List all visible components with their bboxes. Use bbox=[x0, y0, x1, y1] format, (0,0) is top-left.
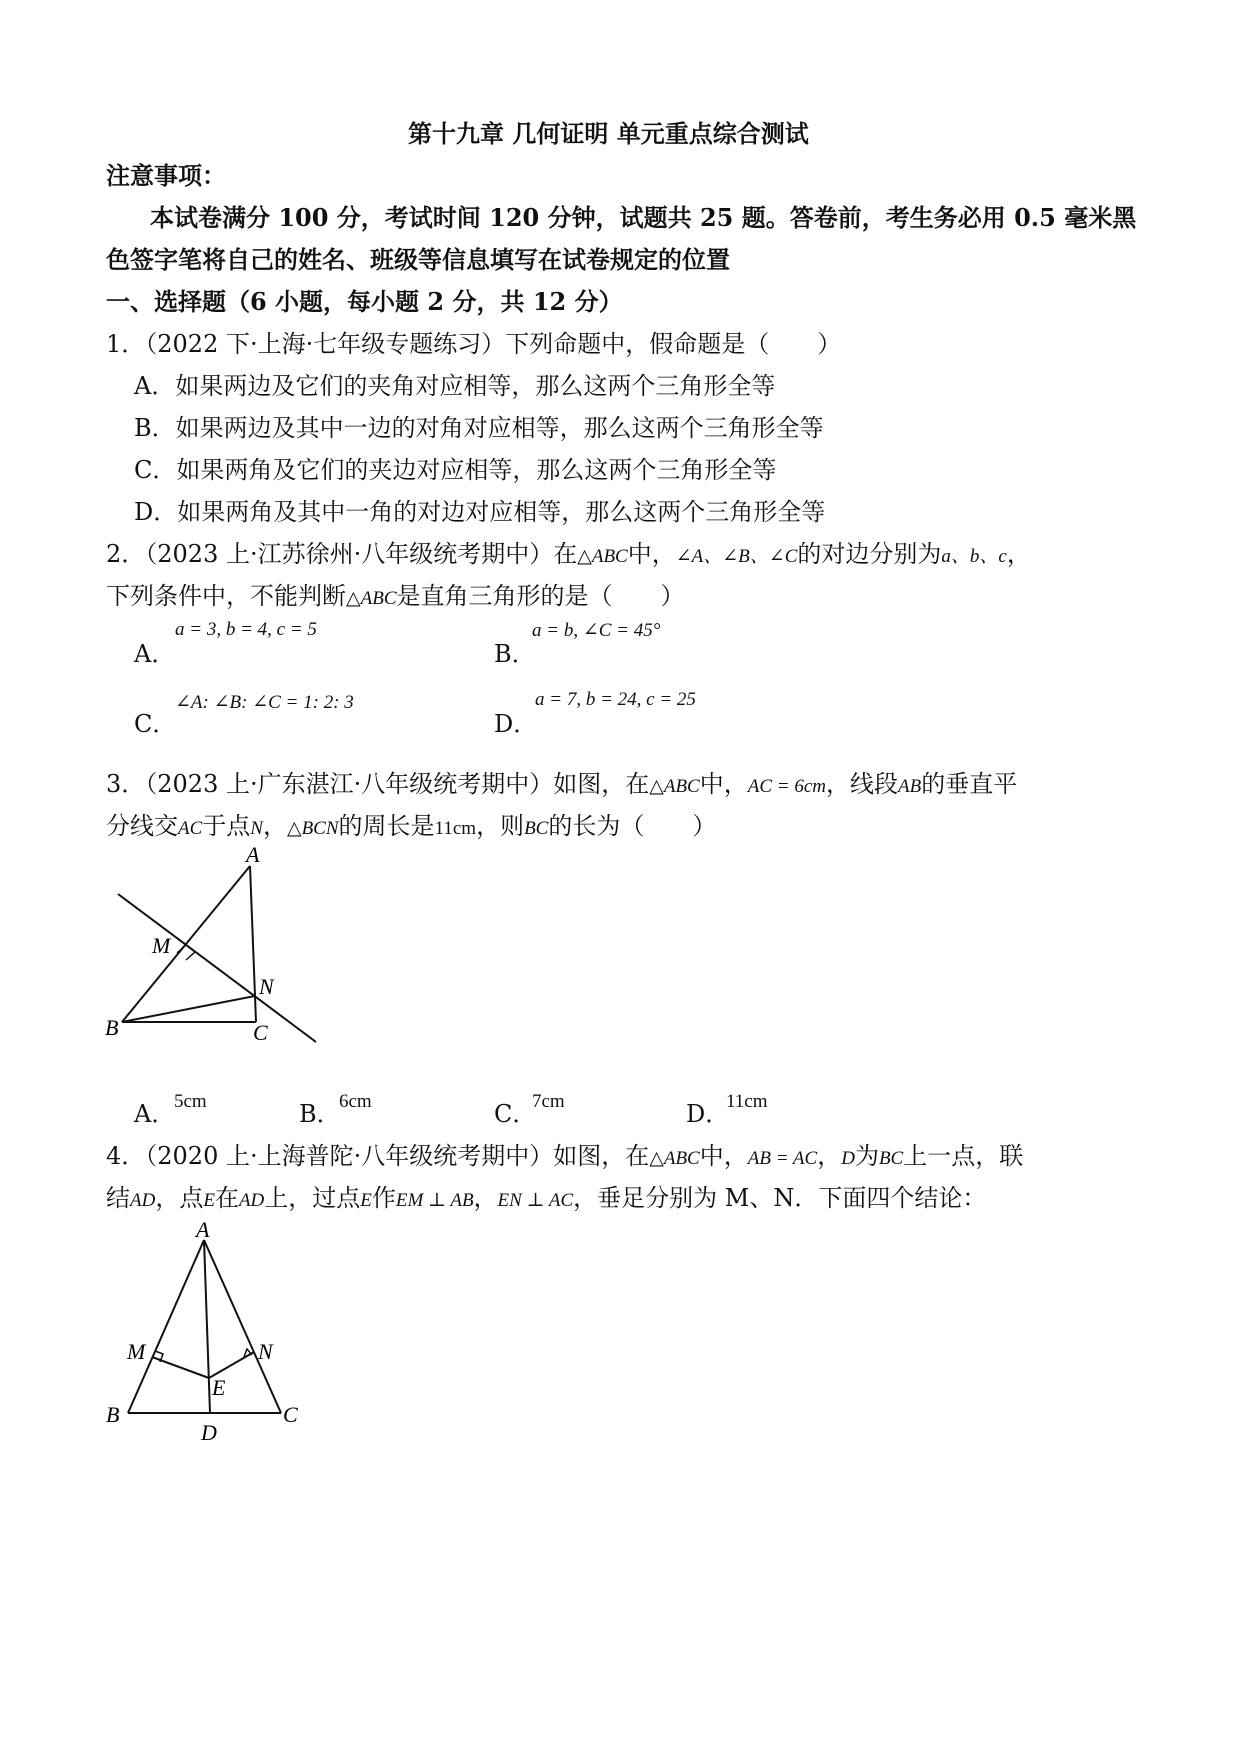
q3-option-c-label: C． bbox=[494, 1100, 537, 1128]
q4-text-12: ，垂足分别为 M、N．下面四个结论： bbox=[573, 1184, 987, 1212]
q4-text-3: ， bbox=[817, 1142, 842, 1170]
q3-text-5: 分线交 bbox=[106, 812, 178, 840]
q4-text-4: 为 bbox=[854, 1142, 879, 1170]
q3-text-8: 的周长是 bbox=[338, 812, 435, 840]
q3-option-c: 7cm bbox=[532, 1091, 565, 1112]
q4-label-d: D bbox=[201, 1420, 217, 1445]
q3-text-7: ， bbox=[262, 812, 287, 840]
q3-label-n: N bbox=[259, 974, 274, 999]
q2-option-d-label: D． bbox=[494, 710, 538, 738]
q4-ad-2: AD bbox=[238, 1190, 265, 1211]
q4-text-9: 上，过点 bbox=[264, 1184, 361, 1212]
q3-length: 11cm bbox=[434, 818, 477, 839]
q4-text-8: 在 bbox=[214, 1184, 239, 1212]
q4-label-b: B bbox=[106, 1402, 120, 1427]
q3-ac-2: AC bbox=[178, 818, 203, 839]
section-heading: 一、选择题（6 小题，每小题 2 分，共 12 分） bbox=[106, 287, 623, 316]
notice-line-2: 色签字笔将自己的姓名、班级等信息填写在试卷规定的位置 bbox=[106, 245, 730, 274]
q3-label-a: A bbox=[246, 842, 260, 867]
q1-option-b: B．如果两边及其中一边的对角对应相等，那么这两个三角形全等 bbox=[134, 414, 824, 442]
notice-line-1: 本试卷满分 100 分，考试时间 120 分钟，试题共 25 题。答卷前，考生务必用 0.5 毫米黑 bbox=[150, 203, 1137, 232]
page-title: 第十九章 几何证明 单元重点综合测试 bbox=[408, 119, 809, 148]
q3-option-b-label: B． bbox=[299, 1100, 341, 1128]
q3-text-4: 的垂直平 bbox=[921, 770, 1018, 798]
q4-segment-ab bbox=[128, 1240, 204, 1413]
q3-option-d-label: D． bbox=[686, 1100, 730, 1128]
notice-heading: 注意事项： bbox=[106, 161, 226, 190]
q3-option-d: 11cm bbox=[726, 1091, 768, 1112]
q4-e: E bbox=[203, 1190, 215, 1211]
q3-text-2: 中， bbox=[699, 770, 748, 798]
q3-bcn: △BCN bbox=[286, 818, 339, 839]
q2-option-b-label: B． bbox=[494, 640, 536, 668]
q4-d: D bbox=[841, 1148, 855, 1169]
q4-en-perp-ac: EN ⊥ AC bbox=[497, 1190, 574, 1211]
q3-label-c: C bbox=[253, 1020, 268, 1045]
q2-option-c-label: C． bbox=[134, 710, 177, 738]
q1-option-c: C．如果两角及它们的夹边对应相等，那么这两个三角形全等 bbox=[134, 456, 777, 484]
q2-option-a: a = 3, b = 4, c = 5 bbox=[175, 619, 317, 640]
q4-text-11: ， bbox=[473, 1184, 498, 1212]
q4-em-perp-ab: EM ⊥ AB bbox=[395, 1190, 474, 1211]
q2-triangle: △ABC bbox=[577, 546, 628, 567]
q4-label-a: A bbox=[196, 1217, 210, 1242]
q4-segment-ad bbox=[204, 1240, 210, 1413]
q2-option-d: a = 7, b = 24, c = 25 bbox=[535, 689, 696, 710]
q3-ac: AC = 6cm bbox=[747, 776, 826, 797]
q3-n: N bbox=[250, 818, 263, 839]
q4-ab-eq-ac: AB = AC bbox=[747, 1148, 818, 1169]
q4-label-c: C bbox=[283, 1402, 298, 1427]
q2-text-2: 中， bbox=[627, 540, 676, 568]
q2-text-1: 2．（2023 上·江苏徐州·八年级统考期中）在 bbox=[106, 540, 578, 568]
q4-text-6: 结 bbox=[106, 1184, 130, 1212]
q4-text-10: 作 bbox=[371, 1184, 396, 1212]
q4-ad: AD bbox=[130, 1190, 156, 1211]
q3-text-9: ，则 bbox=[476, 812, 525, 840]
q1-option-a: A．如果两边及它们的夹角对应相等，那么这两个三角形全等 bbox=[134, 372, 776, 400]
q2-text-4: ， bbox=[1006, 540, 1031, 568]
q2-sides: a、b、c bbox=[941, 546, 1007, 567]
q4-label-n: N bbox=[258, 1339, 273, 1364]
q3-text-10: 的长为（ ） bbox=[548, 812, 717, 840]
q1-stem: 1．（2022 下·上海·七年级专题练习）下列命题中，假命题是（ ） bbox=[106, 330, 842, 358]
q3-triangle: △ABC bbox=[649, 776, 700, 797]
q4-text-1: 4．（2020 上·上海普陀·八年级统考期中）如图，在 bbox=[106, 1142, 650, 1170]
q4-text-2: 中， bbox=[699, 1142, 748, 1170]
q1-option-d: D．如果两角及其中一角的对边对应相等，那么这两个三角形全等 bbox=[134, 498, 826, 526]
q2-angles: ∠A、∠B、∠C bbox=[675, 546, 798, 567]
q3-option-a-label: A． bbox=[134, 1100, 176, 1128]
q3-label-b: B bbox=[105, 1015, 119, 1040]
q4-bc: BC bbox=[878, 1148, 904, 1169]
q4-text-5: 上一点，联 bbox=[903, 1142, 1024, 1170]
q2-option-c: ∠A: ∠B: ∠C = 1: 2: 3 bbox=[175, 692, 354, 713]
q3-label-m: M bbox=[152, 933, 171, 958]
q3-text-3: ，线段 bbox=[826, 770, 898, 798]
q4-label-m: M bbox=[127, 1339, 146, 1364]
q2-option-b: a = b, ∠C = 45° bbox=[532, 620, 661, 641]
q4-text-7: ，点 bbox=[155, 1184, 204, 1212]
q2-option-a-label: A． bbox=[134, 640, 176, 668]
q2-text-6: 是直角三角形的是（ ） bbox=[396, 582, 685, 610]
q3-text-1: 3．（2023 上·广东湛江·八年级统考期中）如图，在 bbox=[106, 770, 650, 798]
q4-label-e: E bbox=[212, 1375, 226, 1400]
q4-e-2: E bbox=[360, 1190, 372, 1211]
q3-option-a: 5cm bbox=[174, 1091, 207, 1112]
q2-text-5: 下列条件中，不能判断 bbox=[106, 582, 346, 610]
q2-text-3: 的对边分别为 bbox=[797, 540, 942, 568]
q4-triangle: △ABC bbox=[649, 1148, 700, 1169]
q3-option-b: 6cm bbox=[339, 1091, 372, 1112]
q3-text-6: 于点 bbox=[202, 812, 251, 840]
q2-triangle-2: △ABC bbox=[346, 588, 397, 609]
q3-ab: AB bbox=[898, 776, 922, 797]
q3-bc: BC bbox=[524, 818, 549, 839]
